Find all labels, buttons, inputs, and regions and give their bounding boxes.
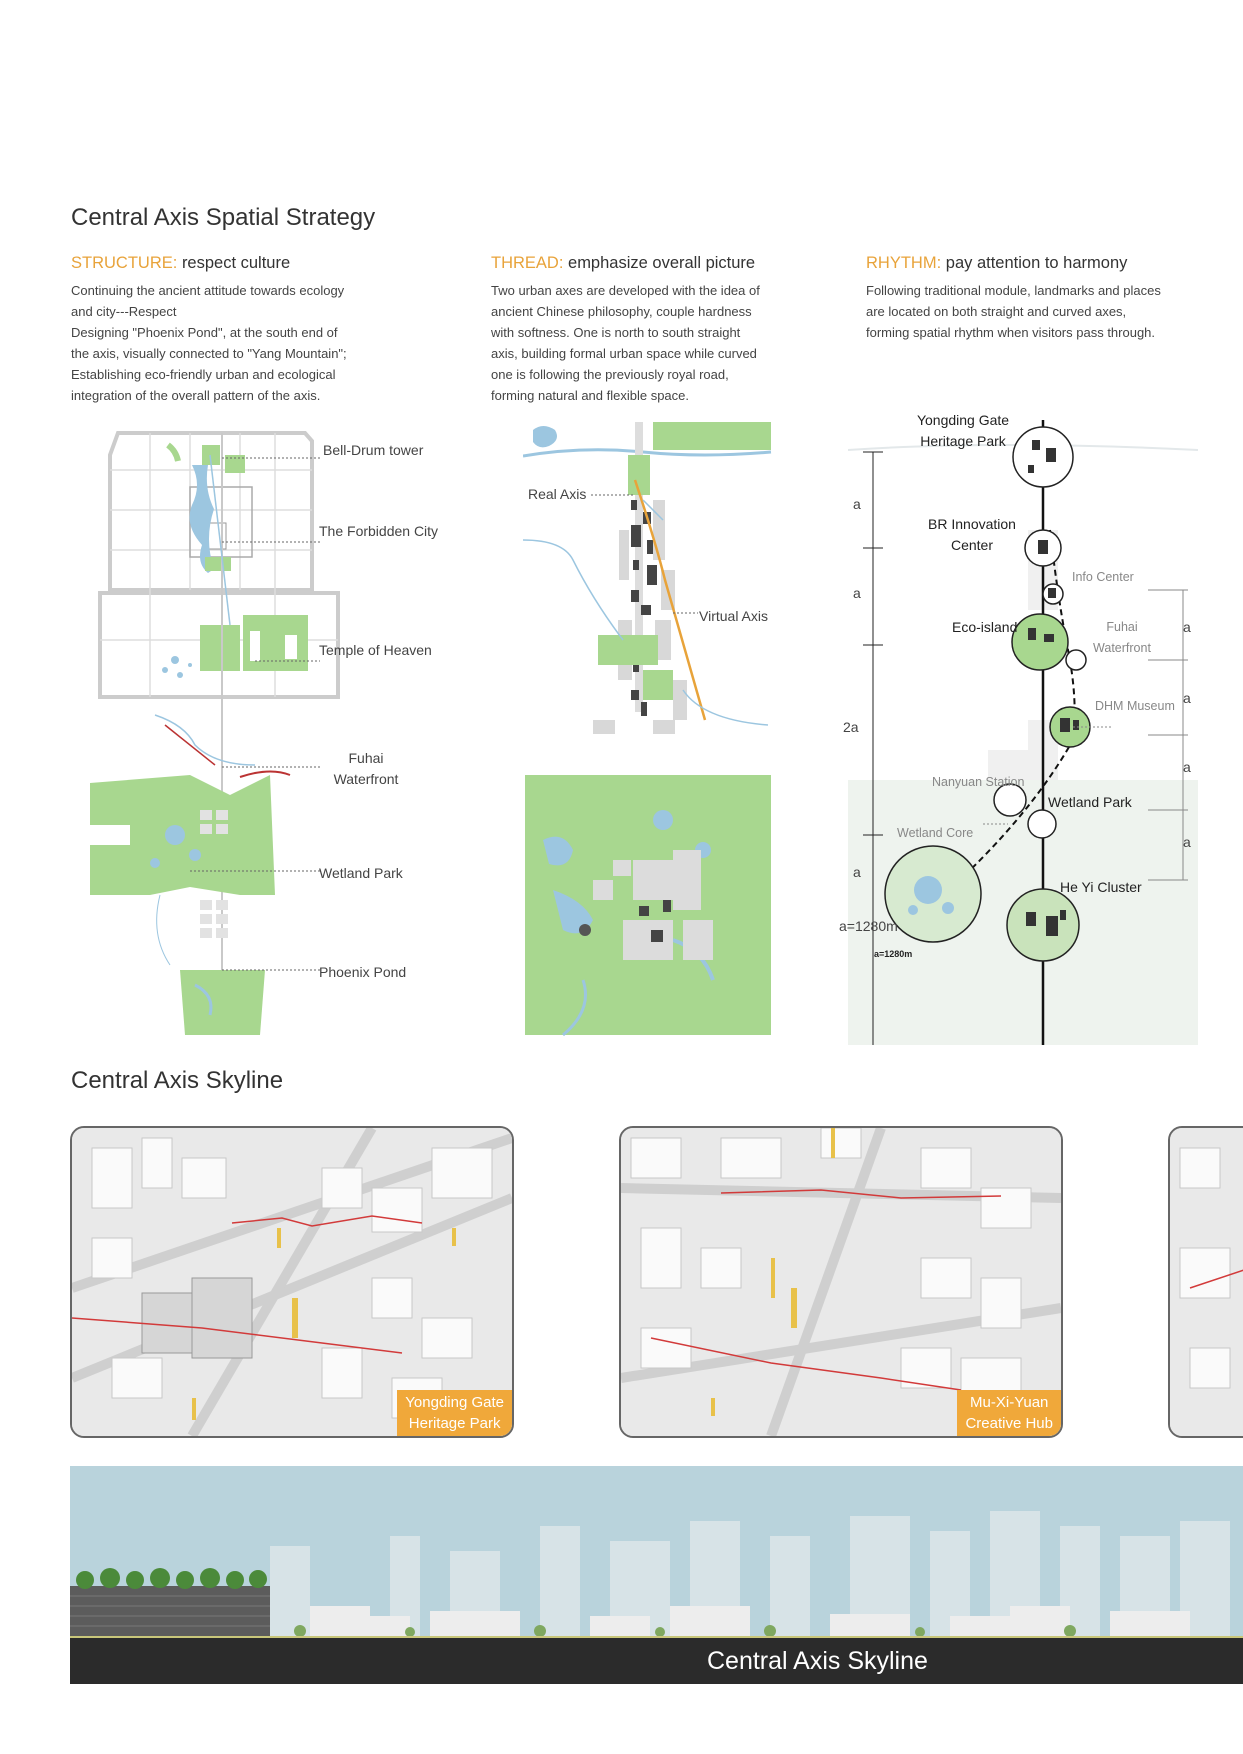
thread-keyword: THREAD: — [491, 254, 564, 272]
label-info-center: Info Center — [1072, 570, 1134, 584]
aerial-render — [1170, 1128, 1243, 1436]
label-wetland-park-rhythm: Wetland Park — [1048, 794, 1132, 810]
panel-tag-yongding — [397, 1390, 512, 1436]
thread-text — [491, 280, 760, 406]
text-line: with softness. One is north to south straight — [491, 325, 741, 340]
tag-line: Heritage Park — [408, 1415, 501, 1432]
skyline-caption-bar — [70, 1638, 1243, 1684]
dimension-a-1280m-small: a=1280m — [874, 949, 913, 959]
structure-subtitle: respect culture — [181, 254, 291, 272]
skyline-panel-muxiyuan — [619, 1126, 1063, 1438]
structure-text — [71, 280, 347, 406]
dimension-a: a — [853, 864, 861, 880]
dimension-a: a — [1183, 690, 1191, 706]
text-line: Establishing eco-friendly urban and ecological — [71, 367, 336, 382]
label-line: Center — [950, 537, 994, 553]
text-line: and city---Respect — [71, 304, 177, 319]
skyline-heading: Central Axis Skyline — [71, 1067, 284, 1094]
thread-subtitle: emphasize overall picture — [568, 254, 756, 272]
text-line: Two urban axes are developed with the idea of — [491, 283, 760, 298]
rhythm-text — [866, 280, 1161, 343]
dimension-a: a — [1183, 619, 1191, 635]
label-temple-of-heaven: Temple of Heaven — [319, 642, 432, 658]
label-line: Waterfront — [1093, 641, 1151, 655]
panel-tag-muxiyuan — [957, 1390, 1061, 1436]
label-he-yi-cluster: He Yi Cluster — [1060, 879, 1142, 895]
dimension-a: a — [1183, 834, 1191, 850]
label-eco-island: Eco-island — [952, 619, 1018, 635]
label-yongding-gate — [898, 410, 1028, 452]
rhythm-subtitle: pay attention to harmony — [945, 254, 1128, 272]
label-nanyuan-station: Nanyuan Station — [932, 775, 1025, 789]
text-line: integration of the overall pattern of the axis. — [71, 388, 321, 403]
page-title: Central Axis Spatial Strategy — [71, 204, 376, 231]
thread-title — [491, 254, 755, 273]
skyline-panel-yongding — [70, 1126, 514, 1438]
label-forbidden-city: The Forbidden City — [319, 523, 439, 539]
structure-keyword: STRUCTURE: — [71, 254, 178, 272]
rhythm-keyword: RHYTHM: — [866, 254, 942, 272]
text-line: Continuing the ancient attitude towards ecology — [71, 283, 345, 298]
structure-title — [71, 254, 290, 273]
text-line: axis, building formal urban space while curved — [491, 346, 757, 361]
label-dhm-museum: DHM Museum — [1095, 699, 1175, 713]
thread-map — [523, 420, 773, 1040]
text-line: Designing "Phoenix Pond", at the south end of — [71, 325, 338, 340]
text-line: the axis, visually connected to "Yang Mountain"; — [71, 346, 347, 361]
label-line: Waterfront — [333, 771, 399, 787]
label-line: BR Innovation — [928, 516, 1016, 532]
label-phoenix-pond: Phoenix Pond — [319, 964, 407, 980]
label-real-axis: Real Axis — [528, 486, 587, 502]
label-fuhai-waterfront-rhythm — [1086, 617, 1158, 659]
text-line: forming natural and flexible space. — [491, 388, 690, 403]
label-wetland-core: Wetland Core — [897, 826, 974, 840]
text-line: forming spatial rhythm when visitors pass through. — [866, 325, 1156, 340]
dimension-a: a — [1183, 759, 1191, 775]
label-fuhai-waterfront — [330, 748, 402, 790]
dimension-a: a — [853, 496, 861, 512]
skyline-panel-partial — [1168, 1126, 1243, 1438]
label-line: Yongding Gate — [916, 412, 1010, 428]
label-wetland-park: Wetland Park — [319, 865, 403, 881]
structure-map — [80, 425, 360, 1045]
dimension-a-1280m: a=1280m — [839, 918, 898, 934]
tag-line: Creative Hub — [965, 1415, 1053, 1432]
skyline-caption: Central Axis Skyline — [707, 1647, 928, 1675]
label-br-innovation-center — [908, 514, 1036, 556]
tag-line: Mu-Xi-Yuan — [970, 1394, 1049, 1411]
text-line: Following traditional module, landmarks and places — [866, 283, 1161, 298]
dimension-a: a — [853, 585, 861, 601]
label-virtual-axis: Virtual Axis — [699, 608, 768, 624]
text-line: are located on both straight and curved axes, — [866, 304, 1127, 319]
tag-line: Yongding Gate — [405, 1394, 504, 1411]
label-bell-drum-tower: Bell-Drum tower — [323, 442, 424, 458]
rhythm-title — [866, 254, 1127, 273]
text-line: ancient Chinese philosophy, couple hardness — [491, 304, 752, 319]
label-line: Heritage Park — [920, 433, 1006, 449]
dimension-2a: 2a — [843, 719, 859, 735]
label-line: Fuhai — [1106, 620, 1138, 634]
label-line: Fuhai — [348, 750, 384, 766]
text-line: one is following the previously royal road, — [491, 367, 729, 382]
